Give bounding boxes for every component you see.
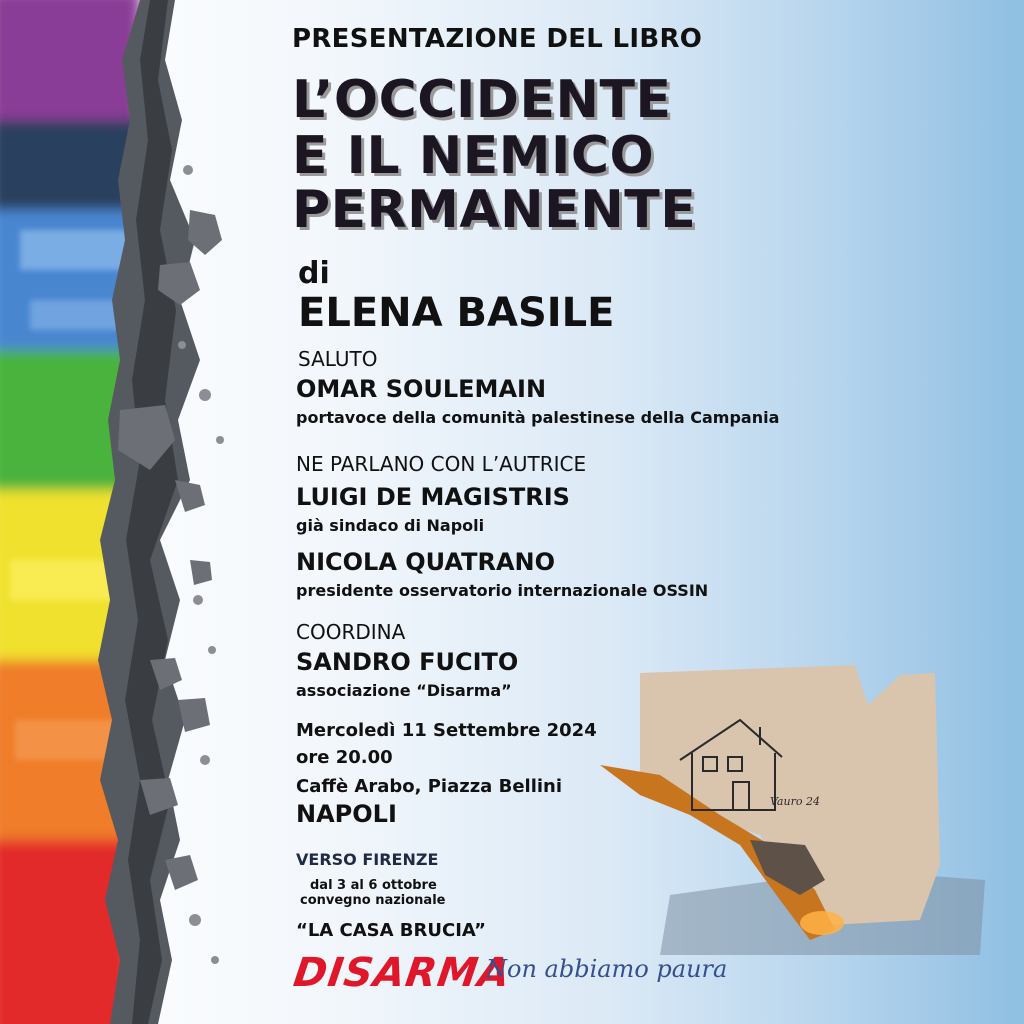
saluto-label: SALUTO <box>298 347 378 371</box>
saluto-speaker-role: portavoce della comunità palestinese della Campania <box>296 408 780 427</box>
disarma-logo: DISARMA <box>290 950 514 996</box>
event-date: Mercoledì 11 Settembre 2024 <box>296 720 597 741</box>
verso-firenze-heading: VERSO FIRENZE <box>296 850 439 869</box>
convegno-title: “LA CASA BRUCIA” <box>296 920 487 941</box>
convegno-label: convegno nazionale <box>300 893 446 908</box>
moderator-name: SANDRO FUCITO <box>296 648 519 676</box>
coordina-label: COORDINA <box>296 620 406 644</box>
slogan-handwritten: Non abbiamo paura <box>486 955 728 983</box>
burning-house-drawing <box>600 665 990 955</box>
event-city: NAPOLI <box>296 800 397 828</box>
speaker-name-1: LUIGI DE MAGISTRIS <box>296 483 570 511</box>
speakers-label: NE PARLANO CON L’AUTRICE <box>296 452 587 476</box>
convegno-dates: dal 3 al 6 ottobre <box>310 878 437 893</box>
speaker-role-2: presidente osservatorio internazionale OSSIN <box>296 581 709 600</box>
poster-subtitle: PRESENTAZIONE DEL LIBRO <box>292 24 703 54</box>
event-venue: Caffè Arabo, Piazza Bellini <box>296 776 563 797</box>
book-title-line-1: L’OCCIDENTE <box>292 70 672 130</box>
moderator-role: associazione “Disarma” <box>296 681 512 700</box>
artist-signature: Vauro 24 <box>770 795 820 808</box>
speaker-role-1: già sindaco di Napoli <box>296 516 485 535</box>
book-title-line-2: E IL NEMICO <box>292 126 655 186</box>
speaker-name-2: NICOLA QUATRANO <box>296 548 556 576</box>
author-name: ELENA BASILE <box>298 290 615 336</box>
saluto-speaker-name: OMAR SOULEMAIN <box>296 375 547 403</box>
event-time: ore 20.00 <box>296 747 393 768</box>
book-title-line-3: PERMANENTE <box>292 180 697 240</box>
author-prefix: di <box>298 256 330 291</box>
flame-glow <box>800 911 844 935</box>
